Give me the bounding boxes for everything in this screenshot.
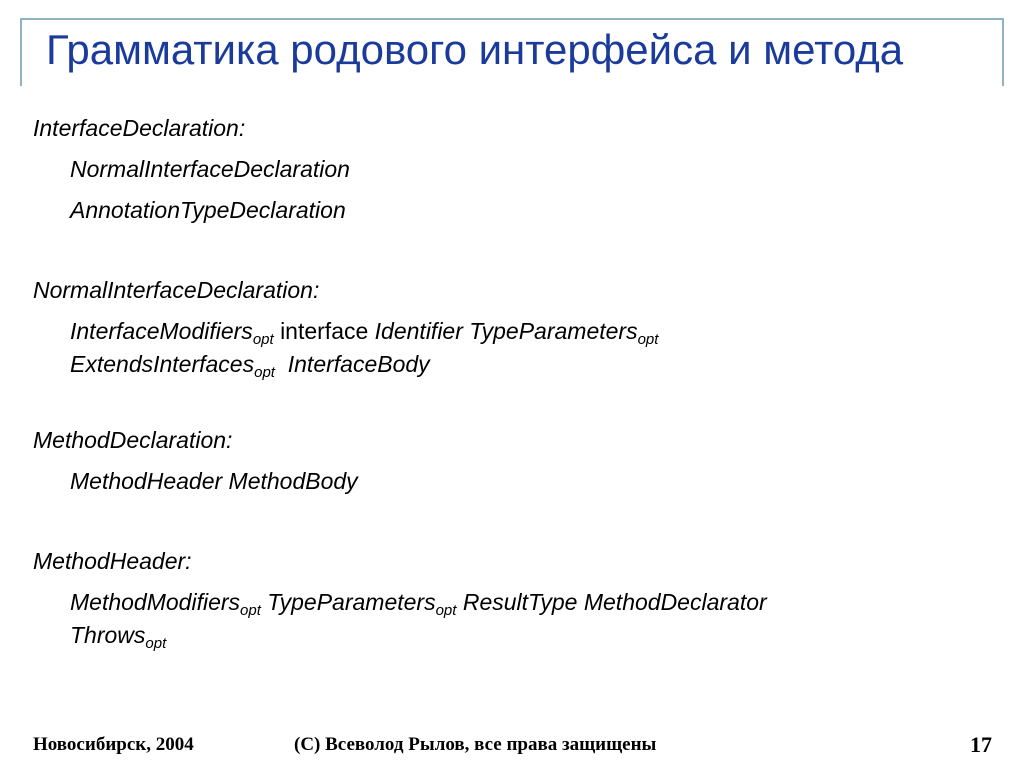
rule-method-header [33,541,993,652]
symbol-type-parameters: TypeParameters [267,589,436,615]
symbol-identifier: Identifier [374,318,463,344]
rule-alternative [70,311,993,381]
optional-marker: opt [435,602,457,619]
symbol-throws: Throws [70,622,146,648]
footer-location-year: Новосибирск, 2004 [33,734,194,755]
page-number: 17 [970,732,992,757]
symbol-result-type: ResultType [462,589,578,615]
rule-alternative: AnnotationTypeDeclaration [70,197,346,223]
rule-alternative: NormalInterfaceDeclaration [70,156,350,182]
rule-head: NormalInterfaceDeclaration: [33,277,320,303]
rule-head: MethodHeader: [33,548,192,574]
symbol-extends-interfaces: ExtendsInterfaces [70,351,255,377]
rule-head: MethodDeclaration: [33,427,233,453]
optional-marker: opt [252,331,274,348]
rule-head: InterfaceDeclaration: [33,115,246,141]
optional-marker: opt [637,331,659,348]
symbol-interface-modifiers: InterfaceModifiers [70,318,253,344]
title-frame-left-line [20,18,22,86]
optional-marker: opt [254,364,275,381]
symbol-method-declarator: MethodDeclarator [583,589,767,615]
grammar-content [33,108,993,652]
symbol-method-modifiers: MethodModifiers [70,589,241,615]
optional-marker: opt [240,602,261,619]
keyword-interface: interface [280,318,369,344]
title-frame-top-line [20,18,1004,20]
title-frame-right-line [1002,18,1004,86]
symbol-interface-body: InterfaceBody [287,351,430,377]
footer-copyright: (C) Всеволод Рылов, все права защищены [294,734,657,755]
optional-marker: opt [145,635,167,652]
symbol-type-parameters: TypeParameters [469,318,638,344]
rule-alternative: MethodHeader MethodBody [70,468,358,494]
rule-method-declaration [33,420,993,502]
rule-alternative [70,582,993,652]
rule-normal-interface-declaration [33,270,993,381]
slide-title: Грамматика родового интерфейса и метода [46,26,904,73]
rule-interface-declaration [33,108,993,231]
